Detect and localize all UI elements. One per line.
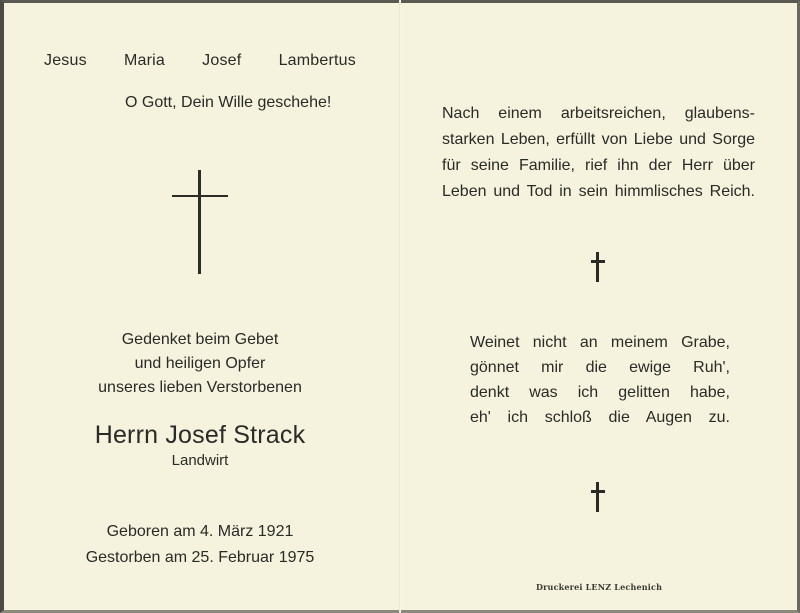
- life-dates: [0, 519, 400, 571]
- poem-line: eh' ich schloß die Augen zu.: [470, 409, 730, 426]
- poem-line: denkt was ich gelitten habe,: [470, 384, 730, 401]
- name-jesus: Jesus: [44, 52, 87, 69]
- paragraph-line: starken Leben, erfüllt von Liebe und Sorge: [442, 131, 755, 148]
- holy-names: [44, 52, 356, 70]
- right-panel: [401, 0, 800, 613]
- commemoration-line: und heiligen Opfer: [134, 355, 266, 372]
- name-maria: Maria: [123, 52, 165, 69]
- poem: [470, 330, 730, 430]
- prayer-line: O Gott, Dein Wille geschehe!: [125, 94, 332, 111]
- commemoration-line: unseres lieben Verstorbenen: [98, 379, 302, 396]
- printer-imprint: Druckerei LENZ Lechenich: [536, 582, 663, 592]
- small-cross-icon: [591, 482, 605, 512]
- commemoration-line: Gedenket beim Gebet: [121, 331, 279, 348]
- paragraph-line: für seine Familie, rief ihn der Herr über: [442, 157, 755, 174]
- name-josef: Josef: [202, 52, 242, 69]
- paragraph-line: Leben und Tod in sein himmlisches Reich.: [442, 183, 755, 200]
- death-date: Gestorben am 25. Februar 1975: [85, 549, 315, 566]
- occupation: Landwirt: [171, 452, 229, 469]
- poem-line: Weinet nicht an meinem Grabe,: [470, 334, 730, 351]
- commemoration-text: [0, 328, 400, 400]
- small-cross-icon: [591, 252, 605, 282]
- name-lambertus: Lambertus: [278, 52, 356, 69]
- poem-line: gönnet mir die ewige Ruh',: [470, 359, 730, 376]
- deceased-name: Herrn Josef Strack: [94, 421, 306, 449]
- life-paragraph: [442, 101, 755, 205]
- birth-date: Geboren am 4. März 1921: [106, 523, 294, 540]
- paragraph-line: Nach einem arbeitsreichen, glaubens-: [442, 105, 755, 122]
- large-cross-icon: [172, 170, 228, 274]
